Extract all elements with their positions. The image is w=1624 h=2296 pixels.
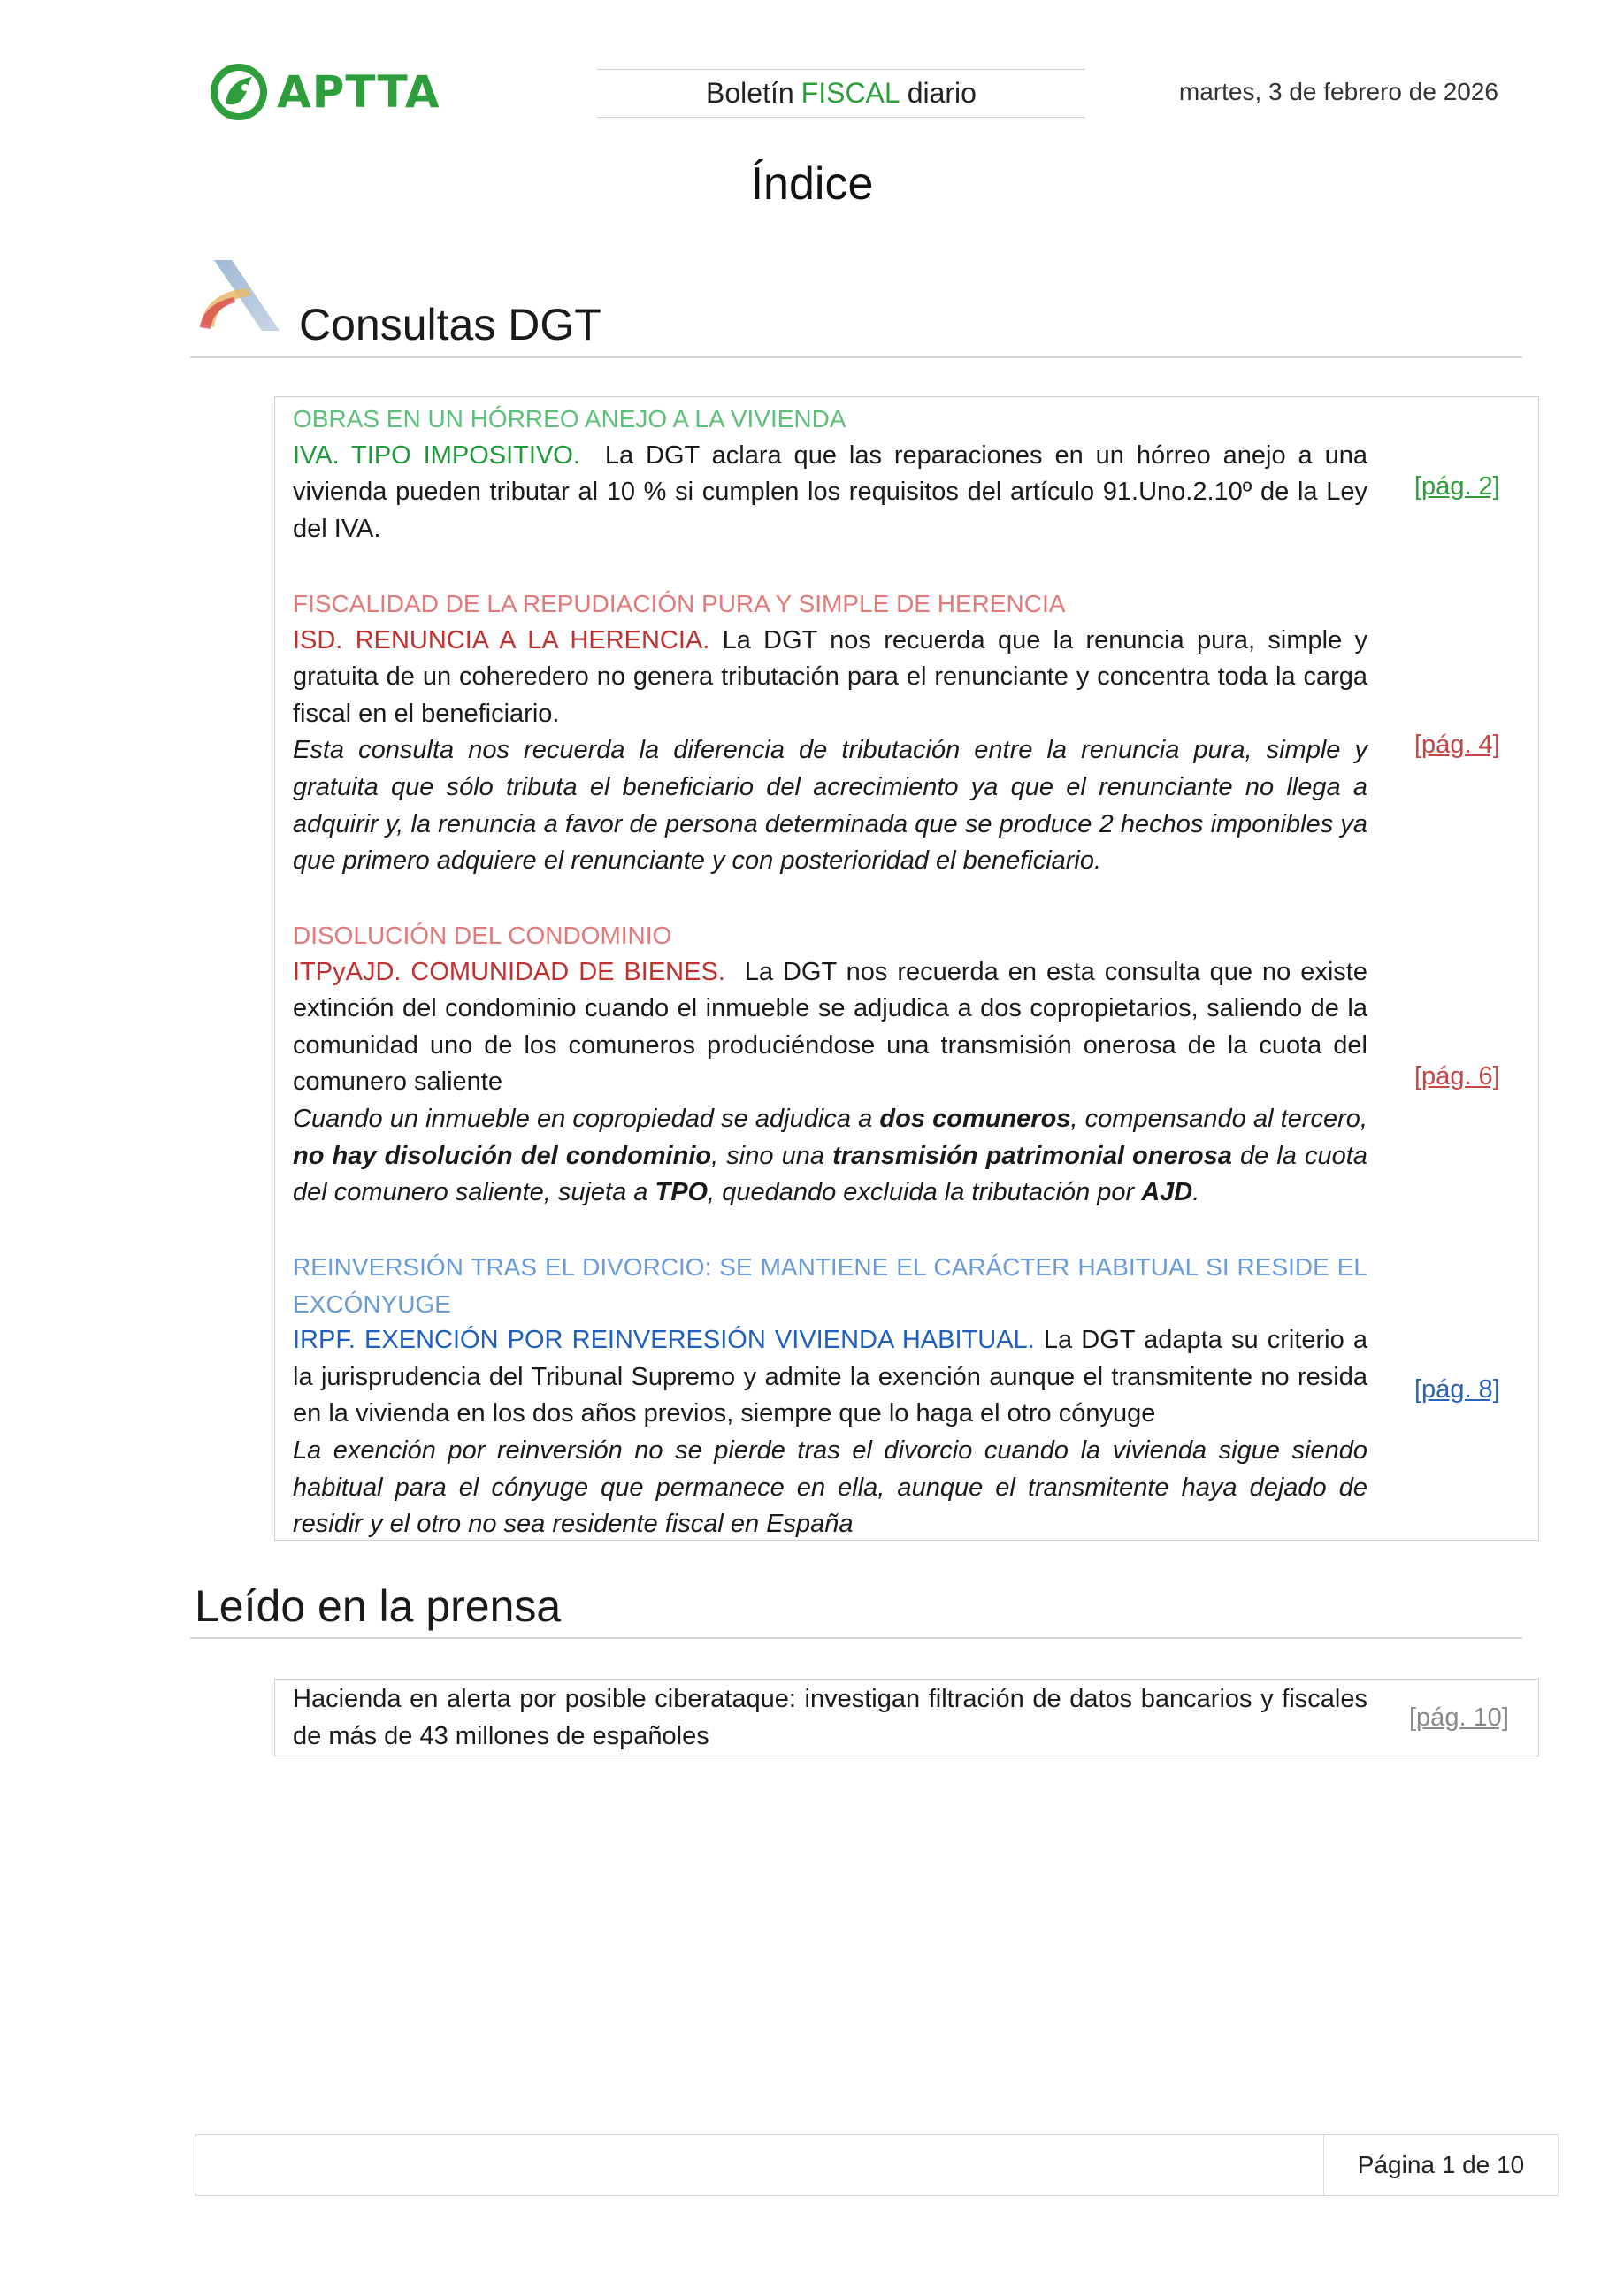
header-date: martes, 3 de febrero de 2026 xyxy=(1178,78,1498,105)
section-consultas-title: Consultas DGT xyxy=(299,300,601,349)
consultas-index-box xyxy=(274,396,1539,1541)
section-consultas-header xyxy=(190,292,1522,358)
prensa-index-box xyxy=(274,1679,1539,1756)
page-number: Página 1 de 10 xyxy=(1323,2135,1558,2195)
aptta-logo xyxy=(208,60,440,124)
page-footer xyxy=(195,2134,1559,2196)
entry-summary: Cuando un inmueble en copropiedad se adjudica a dos comuneros, compensando al tercero, no hay disolución del condominio, sino una transmisión patrimonial onerosa de la cuota del comunero saliente, sujeta a TPO, quedando excluida la tributación por AJD. xyxy=(293,1104,1367,1207)
list-item xyxy=(293,401,1367,547)
entry-body: La DGT aclara que las reparaciones en un hórreo anejo a una vivienda pueden tributar al 10 % si cumplen los requisitos del artículo 91.Uno.2.10º de la Ley del IVA. xyxy=(293,440,1367,543)
bulletin-fiscal: FISCAL xyxy=(801,77,900,109)
entry-lead: IRPF. EXENCIÓN POR REINVERESIÓN VIVIENDA HABITUAL. xyxy=(293,1326,1035,1355)
section-prensa-header xyxy=(190,1570,1522,1639)
entry-body: La DGT nos recuerda que la renuncia pura, simple y gratuita de un coheredero no genera tributación para el renunciante y concentra toda la carga fiscal en el beneficiario. xyxy=(293,625,1367,728)
entry-body: La DGT adapta su criterio a la jurisprudencia del Tribunal Supremo y admite la exención aunque el transmitente no resida en la vivienda en los dos años previos, siempre que lo haga el otro cónyuge xyxy=(293,1326,1367,1428)
bulletin-suffix: diario xyxy=(907,77,977,109)
list-item xyxy=(293,585,1367,880)
entry-lead: IVA. TIPO IMPOSITIVO. xyxy=(293,440,580,470)
entry-heading: FISCALIDAD DE LA REPUDIACIÓN PURA Y SIMPLE DE HERENCIA xyxy=(293,590,1066,617)
page-link[interactable]: [pág. 8] xyxy=(1414,1375,1500,1404)
page-link[interactable]: [pág. 4] xyxy=(1414,731,1500,759)
logo-text: APTTA xyxy=(277,66,440,118)
page-title: Índice xyxy=(750,158,874,210)
page-link[interactable]: [pág. 10] xyxy=(1409,1703,1509,1732)
entry-body: La DGT nos recuerda en esta consulta que no existe extinción del condominio cuando el inmueble se adjudica a dos copropietarios, saliendo de la comunidad uno de los comuneros produciéndose una transmisión onerosa de la cuota del comunero saliente xyxy=(293,957,1367,1097)
bulletin-title xyxy=(597,69,1085,118)
entry-lead: ITPyAJD. COMUNIDAD DE BIENES. xyxy=(293,957,725,986)
page-link[interactable]: [pág. 2] xyxy=(1414,472,1500,501)
entry-body: Hacienda en alerta por posible ciberataque: investigan filtración de datos bancarios y fiscales de más de 43 millones de españoles xyxy=(293,1685,1367,1750)
list-item xyxy=(293,1249,1367,1543)
entry-heading: REINVERSIÓN TRAS EL DIVORCIO: SE MANTIENE EL CARÁCTER HABITUAL SI RESIDE EL EXCÓNYUGE xyxy=(293,1253,1367,1318)
section-prensa-title: Leído en la prensa xyxy=(195,1581,562,1631)
list-item xyxy=(293,1681,1367,1755)
entry-heading: OBRAS EN UN HÓRREO ANEJO A LA VIVIENDA xyxy=(293,405,846,432)
entry-heading: DISOLUCIÓN DEL CONDOMINIO xyxy=(293,922,672,949)
entry-lead: ISD. RENUNCIA A LA HERENCIA. xyxy=(293,625,710,654)
bulletin-prefix: Boletín xyxy=(706,77,794,109)
aptta-emblem-icon xyxy=(208,61,270,123)
entry-summary: La exención por reinversión no se pierde tras el divorcio cuando la vivienda sigue siendo habitual para el cónyuge que permanece en ella, aunque el transmitente haya dejado de residir y el otro no sea residente fiscal en España xyxy=(293,1435,1367,1539)
entry-summary: Esta consulta nos recuerda la diferencia de tributación entre la renuncia pura, simple y gratuita que sólo tributa el beneficiario del acrecimiento ya que el renunciante no llega a adquirir y, la renuncia a favor de persona determinada que se produce 2 hechos imponibles ya que primero adquiere el renunciante y con posterioridad el beneficiario. xyxy=(293,736,1367,876)
list-item xyxy=(293,917,1367,1212)
page-link[interactable]: [pág. 6] xyxy=(1414,1062,1500,1091)
